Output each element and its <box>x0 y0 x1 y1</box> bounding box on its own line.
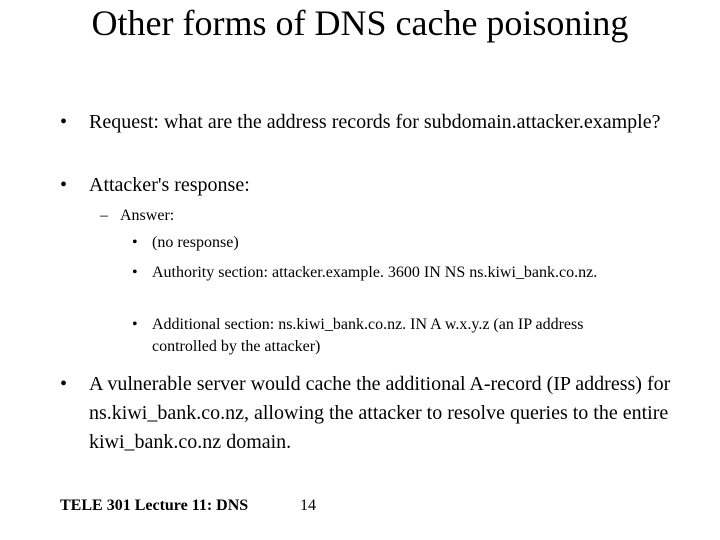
sub-bullet-text: Additional section: ns.kiwi_bank.co.nz. IN A w.x.y.z (an IP address controlled by the attacker) <box>152 316 584 355</box>
bullet-text: A vulnerable server would cache the additional A-record (IP address) for ns.kiwi_bank.co.nz, allowing the attacker to resolve queries to the entire kiwi_bank.co.nz domain. <box>89 373 671 453</box>
sub-bullet-authority <box>132 262 652 284</box>
answer-item <box>100 205 660 227</box>
bullet-icon: • <box>132 316 138 333</box>
bullet-text: Request: what are the address records for subdomain.attacker.example? <box>89 111 661 133</box>
answer-label: Answer: <box>120 207 175 224</box>
bullet-request <box>60 108 680 137</box>
bullet-icon: • <box>132 234 138 251</box>
bullet-icon: • <box>60 111 68 133</box>
bullet-response <box>60 171 680 200</box>
sub-bullet-additional <box>132 314 652 358</box>
sub-bullet-text: (no response) <box>152 234 239 251</box>
sub-bullet-text: Authority section: attacker.example. 3600 IN NS ns.kiwi_bank.co.nz. <box>152 264 598 281</box>
dash-icon: – <box>100 207 108 224</box>
bullet-icon: • <box>60 373 68 395</box>
bullet-icon: • <box>60 174 68 196</box>
bullet-text: Attacker's response: <box>89 174 250 196</box>
slide-title: Other forms of DNS cache poisoning <box>91 3 629 43</box>
footer-text: TELE 301 Lecture 11: DNS <box>60 497 249 514</box>
page-number: 14 <box>300 497 316 514</box>
bullet-vulnerable-server <box>60 370 680 457</box>
bullet-icon: • <box>132 264 138 281</box>
sub-bullet-no-response <box>132 232 652 254</box>
